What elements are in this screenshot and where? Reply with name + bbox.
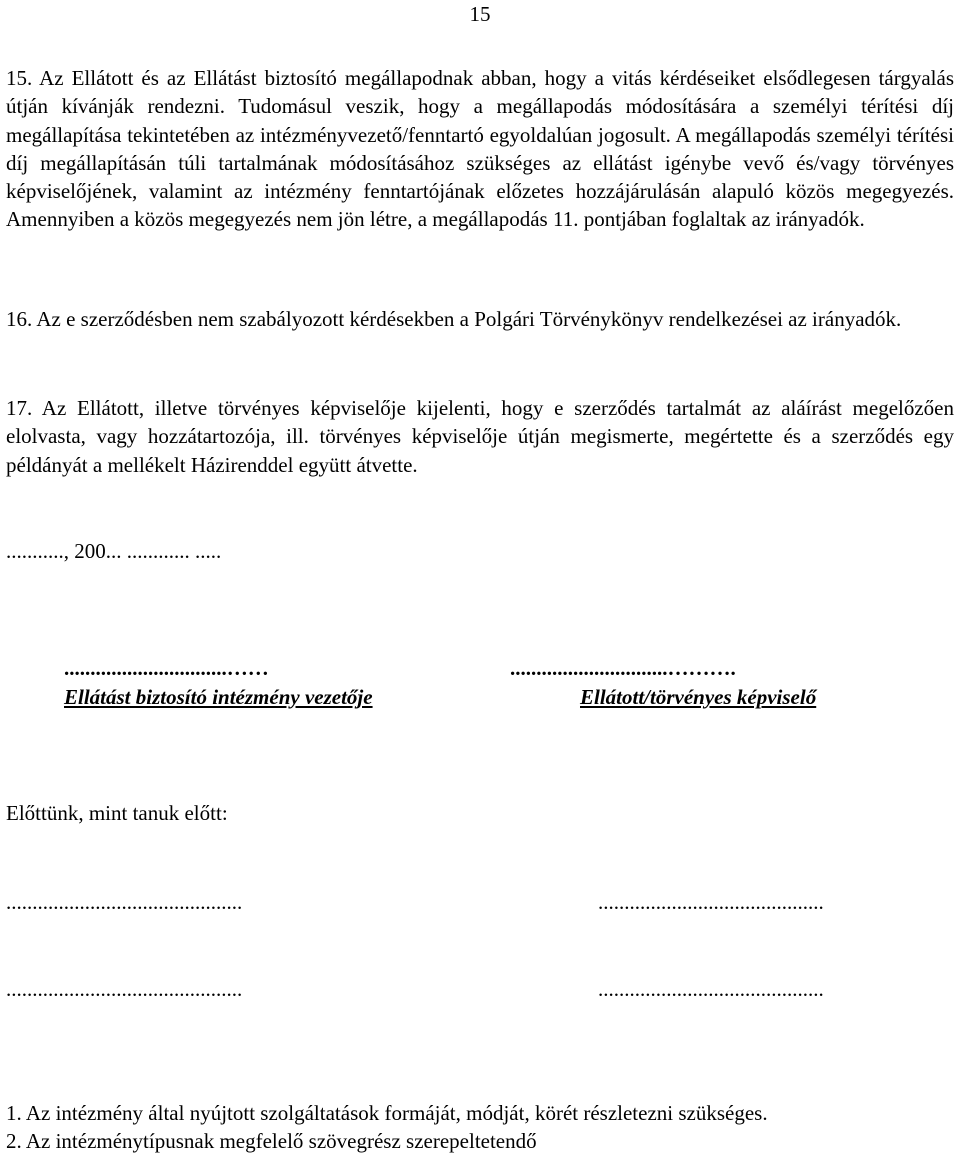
witness-line-2-left: ............................................. [6,977,243,1001]
signature-label-client-representative: Ellátott/törvényes képviselő [580,685,817,709]
paragraph-15: 15. Az Ellátott és az Ellátást biztosító megállapodnak abban, hogy a vitás kérdéseiket elsődlegesen tárgyalás útján kívánják rendezni. Tudomásul veszik, hogy a megállapodás módosítására a személyi térítési díj megállapítása tekintetében az intézményvezető/fenntartó egyoldalúan jogosult. A megállapodás személyi térítési díj megállapításán túli tartalmának módosításához szükséges az ellátást igénybe vevő és/vagy törvényes képviselőjének, valamint az intézmény fenntartójának előzetes hozzájárulásán alapuló közös megegyezés. Amennyiben a közös megegyezés nem jön létre, a megállapodás 11. pontjában foglaltak az irányadók. [6,66,954,232]
paragraph-16: 16. Az e szerződésben nem szabályozott kérdésekben a Polgári Törvénykönyv rendelkezései az irányadók. [6,307,902,331]
signature-line-left: ...............................…… [64,656,269,680]
paragraph-17: 17. Az Ellátott, illetve törvényes képviselője kijelenti, hogy e szerződés tartalmát az aláírást megelőzően elolvasta, vagy hozzátartozója, ill. törvényes képviselője útján megismerte, megértette és a szerződés egy példányát a mellékelt Házirenddel együtt átvette. [6,396,954,477]
page-number: 15 [469,2,491,26]
witness-line-2-right: ........................................... [598,977,824,1001]
signature-line-right: ..............................………. [510,656,736,680]
footnote-2: 2. Az intézménytípusnak megfelelő szövegrész szerepeltetendő [6,1129,537,1153]
witness-line-1-right: ........................................... [598,890,824,914]
witness-heading: Előttünk, mint tanuk előtt: [6,801,228,825]
footnote-1: 1. Az intézmény által nyújtott szolgáltatások formáját, módját, körét részletezni szükséges. [6,1101,768,1125]
date-line: ..........., 200... ............ ..... [6,539,222,563]
witness-line-1-left: ............................................. [6,890,243,914]
signature-label-institution-head: Ellátást biztosító intézmény vezetője [64,685,373,709]
